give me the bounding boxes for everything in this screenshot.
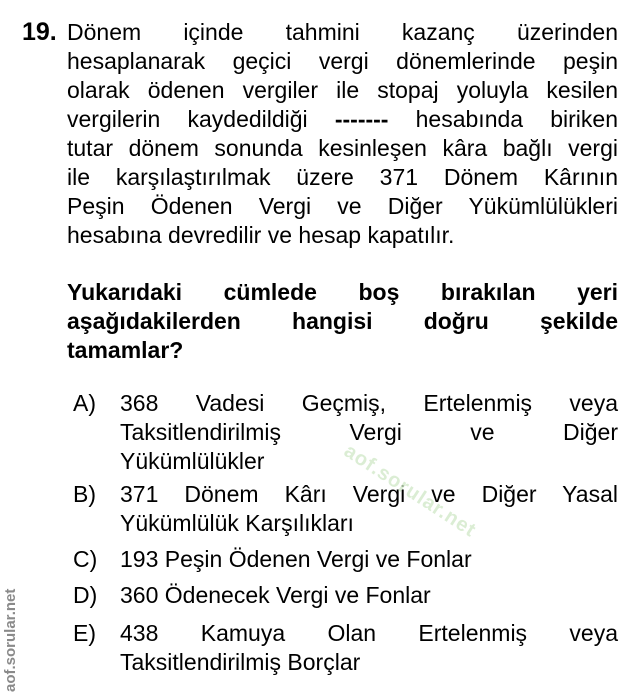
stem-line: ile karşılaştırılmak üzere 371 Dönem Kârının <box>67 164 618 190</box>
option-text <box>120 581 618 610</box>
option-line: Yükümlülük Karşılıkları <box>120 510 354 536</box>
prompt-line: aşağıdakilerden hangisi doğru şekilde <box>67 308 618 334</box>
option-line: 371 Dönem Kârı Vergi ve Diğer Yasal <box>120 481 618 507</box>
stem-text: vergilerin kaydedildiği <box>67 106 308 132</box>
option-line: Taksitlendirilmiş Borçlar <box>120 649 361 675</box>
option-label: B) <box>73 481 96 507</box>
option-label: D) <box>73 582 98 608</box>
option-line: 193 Peşin Ödenen Vergi ve Fonlar <box>120 546 472 572</box>
prompt-line: Yukarıdaki cümlede boş bırakılan yeri <box>67 279 618 305</box>
question-stem <box>67 18 618 250</box>
option-line: 368 Vadesi Geçmiş, Ertelenmiş veya <box>120 390 618 416</box>
option-label: E) <box>73 620 96 646</box>
stem-text: hesabında biriken <box>415 106 618 132</box>
option-text <box>120 619 618 677</box>
option-label: C) <box>73 546 98 572</box>
blank-placeholder: ------- <box>334 106 389 132</box>
option-line: Yükümlülükler <box>120 448 265 474</box>
stem-line: Dönem içinde tahmini kazanç üzerinden <box>67 19 618 45</box>
watermark-side: aof.sorular.net <box>2 588 19 692</box>
question-prompt <box>67 278 618 365</box>
question-number: 19. <box>22 18 57 46</box>
option-text <box>120 480 618 538</box>
watermark-diagonal: aof.sorular.net <box>340 440 481 542</box>
stem-line: hesaplanarak geçici vergi dönemlerinde peşin <box>67 48 618 74</box>
stem-line: Peşin Ödenen Vergi ve Diğer Yükümlülükleri <box>67 193 618 219</box>
stem-line: tutar dönem sonunda kesinleşen kâra bağlı vergi <box>67 135 618 161</box>
stem-line-with-blank <box>67 105 618 134</box>
option-line: Taksitlendirilmiş Vergi ve Diğer <box>120 419 618 445</box>
stem-line: hesabına devredilir ve hesap kapatılır. <box>67 222 455 248</box>
option-text <box>120 545 618 574</box>
prompt-line: tamamlar? <box>67 337 184 363</box>
option-line: 438 Kamuya Olan Ertelenmiş veya <box>120 620 618 646</box>
option-line: 360 Ödenecek Vergi ve Fonlar <box>120 582 431 608</box>
stem-line: olarak ödenen vergiler ile stopaj yoluyla kesilen <box>67 77 618 103</box>
option-label: A) <box>73 390 96 416</box>
